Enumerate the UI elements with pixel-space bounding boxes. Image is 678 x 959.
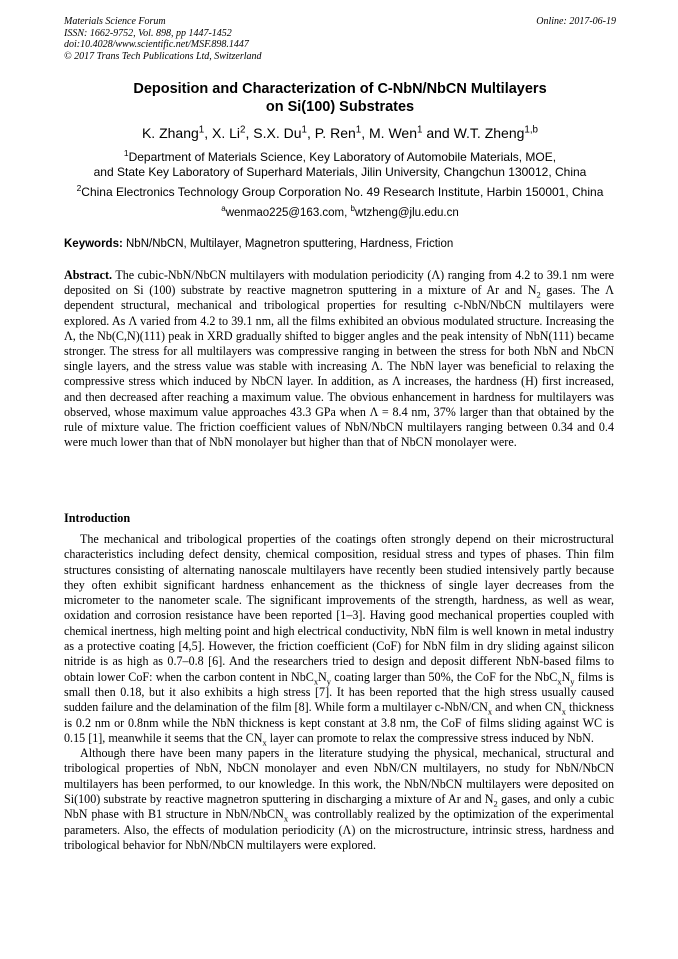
- introduction-heading: Introduction: [64, 511, 131, 525]
- author-affiliation-mark: 2: [240, 124, 246, 136]
- email-separator: ,: [344, 207, 351, 219]
- online-date: Online: 2017-06-19: [536, 16, 616, 27]
- author-name: S.X. Du: [253, 125, 302, 141]
- subscript: x: [283, 813, 289, 824]
- author-separator: ,: [361, 125, 369, 141]
- subscript: 2: [536, 289, 541, 300]
- affiliation-mark: 2: [76, 183, 82, 193]
- abstract-text: gases. The Λ dependent structural, mechanical and tribological properties for resulting c-NbN/NbCN multilayers were explored. As Λ varied from 4.2 to 39.1 nm, all the films exhibited an obvious modulated structure. Increasing the Λ, the Nb(C,N)(111) peak in XRD gradually shifted to bigger angles and the peak intensity of NbN(111) became stronger. The stress for all multilayers was compressive ranging in between the stress for both NbN and NbCN single layers, and the stress value was stable with increasing Λ. The NbN layer was beneficial to relaxing the compressive stress which induced by NbCN layer. In addition, as Λ increases, the hardness (H) first increased, and then decreased after reaching a maximum value. The obvious enhancement in hardness for multilayers was observed, whose maximum value approaches 43.3 GPa when Λ = 8.4 nm, 37% larger than that obtained by the rule of mixture value. The friction coefficient values of NbN/NbCN multilayers ranging between 0.34 and 0.4 were much lower than that of NbN monolayer but higher than that of NbCN monolayer were.: [64, 283, 614, 450]
- subscript: x: [561, 706, 566, 717]
- introduction-body: [64, 532, 614, 853]
- keywords-text: NbN/NbCN, Multilayer, Magnetron sputtering, Hardness, Friction: [122, 238, 454, 250]
- journal-name: Materials Science Forum: [64, 16, 166, 27]
- author-name: P. Ren: [314, 125, 356, 141]
- author-affiliation-mark: 1: [198, 124, 205, 136]
- paragraph-text: gases, and only a cubic NbN phase with B1 structure in NbN/NbCN: [64, 792, 615, 822]
- intro-paragraph-1: [64, 532, 614, 746]
- doi-line: doi:10.4028/www.scientific.net/MSF.898.1447: [64, 39, 249, 50]
- affiliation-2: [60, 185, 620, 200]
- copyright-line: © 2017 Trans Tech Publications Ltd, Switzerland: [64, 50, 262, 62]
- affiliation-1-line-1: Department of Materials Science, Key Laboratory of Automobile Materials, MOE,: [128, 150, 557, 164]
- author-separator: ,: [245, 125, 254, 141]
- affiliation-1: [60, 150, 620, 180]
- paragraph-text: was controllably realized by the optimization of the experimental parameters. Also, the effects of modulation periodicity (Λ) on the microstructure, intrinsic stress, hardness and tribological behavior for NbN/NbCN multilayers were explored.: [64, 807, 614, 852]
- abstract-label: Abstract.: [64, 268, 113, 282]
- keywords-label: Keywords:: [64, 238, 123, 250]
- author-name: W.T. Zheng: [453, 125, 525, 141]
- paragraph-text: layer can promote to relax the compressive stress induced by NbN.: [266, 730, 594, 745]
- author-name: X. Li: [212, 125, 241, 141]
- subscript: x: [262, 737, 267, 748]
- paragraph-text: coating larger than 50%, the CoF for the NbC: [331, 669, 558, 684]
- author-affiliation-mark: 1: [416, 124, 423, 136]
- intro-paragraph-2: [64, 746, 614, 853]
- email-line: [64, 206, 616, 221]
- subscript: x: [487, 706, 493, 717]
- paragraph-text: and when CN: [492, 700, 562, 715]
- subscript: x: [557, 676, 562, 687]
- author-and: and: [422, 125, 454, 141]
- affiliation-mark: 1: [123, 148, 129, 158]
- paragraph-text: thickness is 0.2 nm or 0.8nm while the NbN thickness is kept constant at 3.8 nm, the CoF of films sliding against WC is 0.15 [1], meanwhile it seems that the CN: [64, 700, 614, 745]
- title-line-1: Deposition and Characterization of C-NbN/NbCN Multilayers: [133, 81, 547, 97]
- journal-header: [64, 16, 616, 62]
- author-name: M. Wen: [369, 125, 417, 141]
- affiliation-2-text: China Electronics Technology Group Corporation No. 49 Research Institute, Harbin 150001, China: [81, 185, 604, 199]
- email-a[interactable]: wenmao225@163.com: [225, 207, 345, 219]
- author-separator: ,: [306, 125, 315, 141]
- subscript: y: [326, 676, 332, 687]
- abstract: [64, 268, 614, 450]
- keywords-line: [64, 237, 616, 252]
- affiliation-1-line-2: and State Key Laboratory of Superhard Materials, Jilin University, Changchun 130012, China: [93, 165, 587, 179]
- paragraph-text: N: [318, 669, 327, 684]
- author-affiliation-mark: 1,b: [524, 124, 539, 136]
- author-affiliation-mark: 1: [301, 124, 307, 136]
- subscript: y: [570, 676, 575, 687]
- author-name: K. Zhang: [141, 125, 199, 141]
- paragraph-text: N: [561, 669, 571, 684]
- author-separator: ,: [204, 125, 213, 141]
- issn-line: ISSN: 1662-9752, Vol. 898, pp 1447-1452: [64, 27, 232, 39]
- email-mark: b: [350, 204, 356, 214]
- subscript: 2: [493, 798, 498, 809]
- paragraph-text: Although there have been many papers in the literature studying the physical, mechanical, structural and tribological properties of NbN, NbCN monolayer and even NbN/CN multilayers, no study for NbN/NbCN multilayers has been performed, to our knowledge. In this work, the NbN/NbCN multilayers were deposited on Si(100) substrate by reactive magnetron sputtering in discharging a mixture of Ar and N: [64, 746, 614, 807]
- email-mark: a: [221, 204, 226, 214]
- title-line-2: on Si(100) Substrates: [265, 99, 415, 115]
- author-list: [64, 124, 616, 142]
- paper-title: [64, 80, 616, 116]
- author-affiliation-mark: 1: [355, 124, 362, 136]
- email-b[interactable]: wtzheng@jlu.edu.cn: [355, 207, 459, 219]
- abstract-text: The cubic-NbN/NbCN multilayers with modulation periodicity (Λ) ranging from 4.2 to 39.1 nm were deposited on Si (100) substrate by reactive magnetron sputtering in a mixture of Ar and N: [64, 268, 614, 298]
- subscript: x: [313, 676, 319, 687]
- paragraph-text: films is small then 0.18, but it also exhibits a high stress [7]. It has been reported that the high stress usually caused sudden failure and the delamination of the film [8]. While form a multilayer c-NbN/CN: [64, 669, 614, 715]
- paragraph-text: The mechanical and tribological properties of the coatings often strongly depend on their microstructural characteristics including defect density, chemical composition, residual stress and types of phases. Thin film structures consisting of alternating nanoscale multilayers have recently been studied intensively partly because they often exhibit significant hardness enhancement as the thickness of single layer decreases from the micrometer to the nanometer scale. The significant improvements of the strength, hardness, as well as wear, oxidation and corrosion resistance have been reported [1–3]. Having good mechanical properties coupled with chemical inertness, high melting point and high electrical conductivity, NbN film is well known in metal industry as a protective coating [4,5]. However, the friction coefficient (CoF) for NbN film in dry sliding against silicon nitride is as high as 0.7–0.8 [6]. And the researchers tried to design and deposit different NbN-based films to obtain lower CoF: when the carbon content in NbC: [64, 532, 614, 684]
